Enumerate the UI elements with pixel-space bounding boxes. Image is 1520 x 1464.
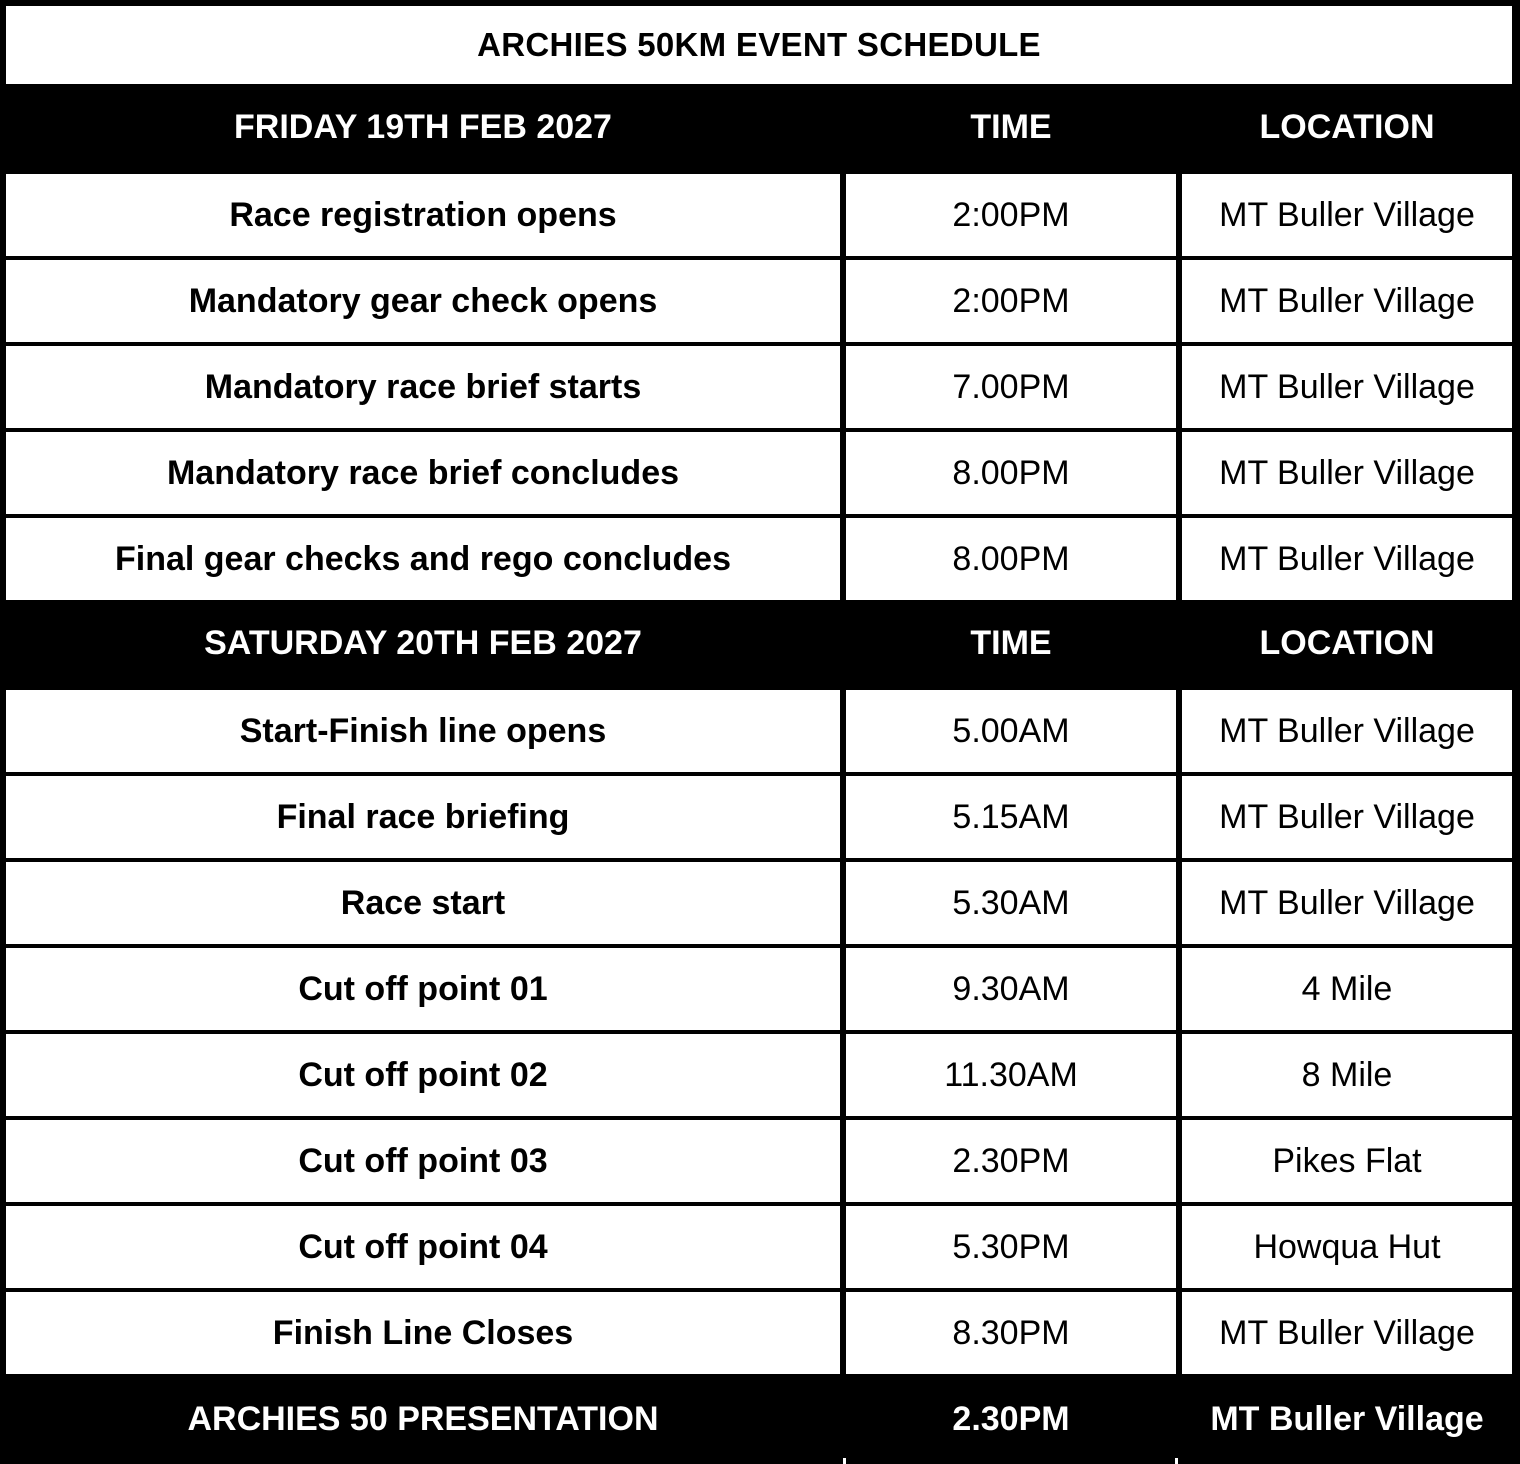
location-cell: Pikes Flat	[1182, 1120, 1512, 1202]
table-row	[6, 1288, 1512, 1374]
location-cell: MT Buller Village	[1182, 518, 1512, 600]
activity-cell: Cut off point 04	[6, 1206, 840, 1288]
time-cell: 8.00PM	[846, 432, 1176, 514]
time-cell: 2:00PM	[846, 260, 1176, 342]
location-cell: MT Buller Village	[1182, 260, 1512, 342]
location-cell: MT Buller Village	[1182, 174, 1512, 256]
day-header: SATURDAY 20TH FEB 2027	[6, 600, 840, 686]
location-cell: MT Buller Village	[1182, 690, 1512, 772]
table-row	[6, 256, 1512, 342]
activity-cell: Cut off point 01	[6, 948, 840, 1030]
location-cell: MT Buller Village	[1182, 862, 1512, 944]
activity-cell: Mandatory race brief starts	[6, 346, 840, 428]
location-cell: 4 Mile	[1182, 948, 1512, 1030]
time-cell: 2.30PM	[846, 1120, 1176, 1202]
table-row	[6, 514, 1512, 600]
table-row	[6, 858, 1512, 944]
activity-cell: Race start	[6, 862, 840, 944]
table-row	[6, 686, 1512, 772]
table-row	[6, 944, 1512, 1030]
activity-cell: Race registration opens	[6, 174, 840, 256]
activity-cell: Mandatory race brief concludes	[6, 432, 840, 514]
table-row	[6, 772, 1512, 858]
column-divider	[843, 1458, 846, 1464]
time-cell: 11.30AM	[846, 1034, 1176, 1116]
table-row	[6, 428, 1512, 514]
activity-cell: Cut off point 03	[6, 1120, 840, 1202]
day-header: FRIDAY 19TH FEB 2027	[6, 84, 840, 170]
time-cell: 5.15AM	[846, 776, 1176, 858]
column-divider	[1175, 1458, 1178, 1464]
time-cell: 9.30AM	[846, 948, 1176, 1030]
table-row	[6, 1030, 1512, 1116]
section-header-saturday	[6, 600, 1512, 686]
activity-cell: Mandatory gear check opens	[6, 260, 840, 342]
table-row	[6, 1202, 1512, 1288]
activity-cell: Cut off point 02	[6, 1034, 840, 1116]
location-header: LOCATION	[1182, 600, 1512, 686]
activity-cell: Final gear checks and rego concludes	[6, 518, 840, 600]
activity-cell: Start-Finish line opens	[6, 690, 840, 772]
presentation-time: 2.30PM	[846, 1378, 1176, 1460]
presentation-row	[6, 1374, 1512, 1460]
location-cell: MT Buller Village	[1182, 776, 1512, 858]
time-header: TIME	[846, 84, 1176, 170]
location-cell: 8 Mile	[1182, 1034, 1512, 1116]
presentation-activity: ARCHIES 50 PRESENTATION	[6, 1378, 840, 1460]
time-cell: 2:00PM	[846, 174, 1176, 256]
table-row	[6, 342, 1512, 428]
time-header: TIME	[846, 600, 1176, 686]
location-cell: Howqua Hut	[1182, 1206, 1512, 1288]
time-cell: 5.30PM	[846, 1206, 1176, 1288]
table-row	[6, 1116, 1512, 1202]
presentation-location: MT Buller Village	[1182, 1378, 1512, 1460]
time-cell: 5.00AM	[846, 690, 1176, 772]
location-header: LOCATION	[1182, 84, 1512, 170]
time-cell: 7.00PM	[846, 346, 1176, 428]
location-cell: MT Buller Village	[1182, 346, 1512, 428]
table-row	[6, 170, 1512, 256]
section-header-friday	[6, 84, 1512, 170]
activity-cell: Final race briefing	[6, 776, 840, 858]
location-cell: MT Buller Village	[1182, 432, 1512, 514]
time-cell: 8.00PM	[846, 518, 1176, 600]
activity-cell: Finish Line Closes	[6, 1292, 840, 1374]
time-cell: 5.30AM	[846, 862, 1176, 944]
table-title: ARCHIES 50KM EVENT SCHEDULE	[6, 6, 1512, 84]
location-cell: MT Buller Village	[1182, 1292, 1512, 1374]
time-cell: 8.30PM	[846, 1292, 1176, 1374]
